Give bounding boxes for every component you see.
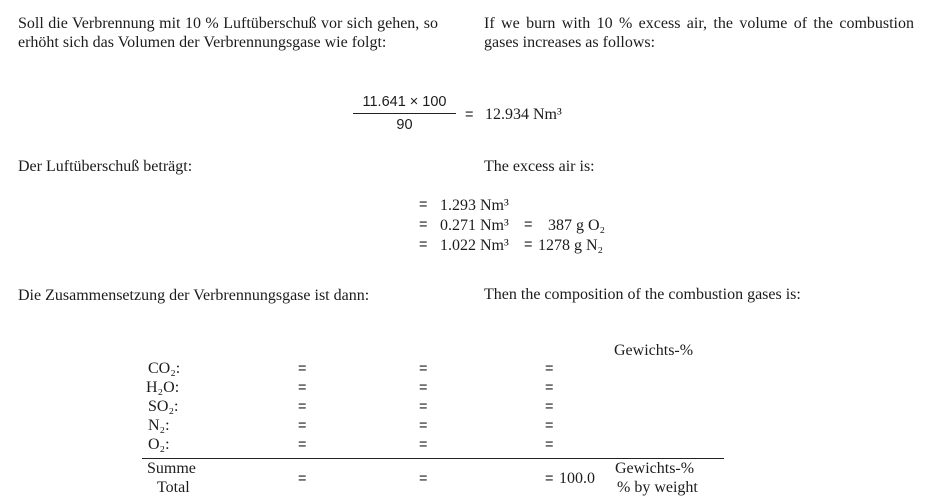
equals-sign: = xyxy=(419,361,428,377)
equals-sign: = xyxy=(298,380,307,396)
equals-sign: = xyxy=(545,380,554,396)
equals-sign: = xyxy=(419,471,428,487)
calc-equals: = xyxy=(419,217,428,233)
total-label-german: Summe xyxy=(147,460,196,477)
equals-sign: = xyxy=(545,437,554,453)
calc-equals: = xyxy=(419,237,428,253)
gas-label: SO₂: xyxy=(148,398,179,415)
intro-text-german: Soll die Verbrennung mit 10 % Luftüberschuß vor sich gehen, so erhöht sich das Volumen der Verbrennungsgase wie folgt: xyxy=(18,15,438,51)
equals-sign: = xyxy=(419,399,428,415)
calc-mass: 1278 g N₂ xyxy=(538,237,604,254)
excess-air-label-english: The excess air is: xyxy=(484,158,595,175)
gas-label: O₂: xyxy=(148,436,170,453)
weight-percent-header: Gewichts-% xyxy=(614,342,694,359)
calc-volume: 1.293 Nm³ xyxy=(440,197,509,214)
equals-sign: = xyxy=(298,471,307,487)
equals-sign: = xyxy=(419,418,428,434)
calc-equals: = xyxy=(524,237,533,253)
calc-volume: 0.271 Nm³ xyxy=(440,217,509,234)
gas-label: CO₂: xyxy=(148,360,181,377)
equals-sign: = xyxy=(298,361,307,377)
composition-text-german: Die Zusammensetzung der Verbrennungsgase ist dann: xyxy=(18,287,370,304)
equals-sign: = xyxy=(298,399,307,415)
total-label-english: Total xyxy=(157,479,190,496)
equals-sign: = xyxy=(545,418,554,434)
composition-text-english: Then the composition of the combustion gases is: xyxy=(484,286,801,303)
calc-mass: 387 g O₂ xyxy=(548,217,606,234)
intro-text-english: If we burn with 10 % excess air, the volume of the combustion gases increases as follows: xyxy=(484,15,914,51)
fraction-equals-sign: = xyxy=(465,107,474,123)
fraction-result: 12.934 Nm³ xyxy=(485,106,562,123)
equals-sign: = xyxy=(298,437,307,453)
total-weight-value: 100.0 xyxy=(559,470,595,487)
excess-air-label-german: Der Luftüberschuß beträgt: xyxy=(18,158,193,175)
equals-sign: = xyxy=(545,361,554,377)
fraction-numerator: 11.641 × 100 xyxy=(353,94,456,114)
total-weight-label-english: % by weight xyxy=(617,479,698,496)
gas-label: H₂O: xyxy=(146,379,180,396)
equals-sign: = xyxy=(545,399,554,415)
volume-fraction xyxy=(353,94,456,133)
equals-sign: = xyxy=(419,380,428,396)
equals-sign: = xyxy=(298,418,307,434)
fraction-denominator: 90 xyxy=(396,117,413,133)
calc-equals: = xyxy=(419,197,428,213)
gas-label: N₂: xyxy=(148,417,170,434)
total-weight-label-german: Gewichts-% xyxy=(615,460,695,477)
calc-volume: 1.022 Nm³ xyxy=(440,237,509,254)
equals-sign: = xyxy=(419,437,428,453)
equals-sign: = xyxy=(545,471,554,487)
calc-equals: = xyxy=(524,217,533,233)
